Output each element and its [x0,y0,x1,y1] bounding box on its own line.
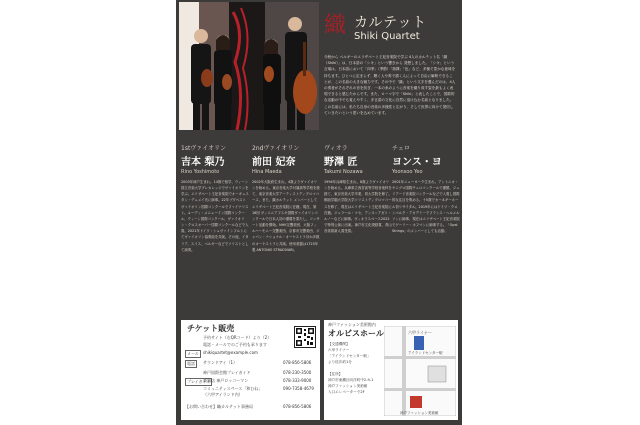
ticket-row-number: 078-856-5806 [283,404,312,409]
venue-line: 入口エレベーターで2F [328,390,365,394]
member-role: 1stヴァイオリン [181,145,227,152]
member-name-en: Yoonsoo Yeo [392,169,423,175]
logo-title-jp: カルテット [354,15,427,31]
member-name-jp: 野澤 匠 [324,157,358,168]
ticket-row-text: 楽器店 神戸ロッコーマン [203,378,249,383]
map-label-liner: 六甲ライナー [408,330,432,335]
ticket-row-text: 【お問い合わせ】織カルテット事務局 [185,404,253,409]
member-bio: 2002年大阪府生まれ。4歳よりヴァイオリンを始める。東京音楽大学付属高等学校を経て、東京音楽大学アーティストディプロマコース、また、織カルテット メンバーとしてエリザベート王妃音楽院に在籍。現在、第16回 ヴィエニアフスキ国際ヴァイオリンコンクールで日本人初の優勝を果たし、コンサート活動を開始。NHK交響楽団、大阪フィルハーモニー交響楽団、京都市交響楽団、ジャパン・ナショナル・オーケストラほか多数のオーケストラと共演。使用楽器は1725年製 ANTONIO STRADIVARI。 [252,180,320,252]
member-viola [324,143,392,327]
venue-marker-icon [410,396,422,408]
member-name-en: Hina Maeda [252,169,282,175]
member-second-violin [252,143,320,327]
member-bio: 2001年ニューヨーク生まれ。アントニオ・ヤニグロ国際チェロコンクールで優勝、ジュリアード音楽院コンクールなどで入賞し国際的な注目を集める。十5歳でカーネギーホール初リサイタル。2019年にはドイツ・クロンベルク・アカデミーでフランス・ヘルメルソンに師事、現在はエリザベート王妃音楽院でゲーリー・ホフマンに師事する。「Opal Strings」のメンバーとしても活動。 [392,180,460,234]
station-marker-icon [414,336,424,350]
venue-line: 「アイランドセンター駅」 [328,354,371,358]
ticket-title: チケット販売 [187,324,235,333]
member-name-en: Rino Yoshimoto [181,169,220,175]
venue-name: オルビスホール [328,329,384,338]
member-name-en: Takumi Nozawa [324,169,363,175]
quartet-introduction: 今秋から ベルギーのエリザベート王妃音楽院で学ぶ 4人のカルテット名「織（Shiki）」は、日本語の「シキ」という響きから 発想しました。「シキ」という言葉は、日本語において「四季」（季節）「指揮」「色」など、多様で豊かな意味を持ちます。ひとつに定まらず、聴く人や奏で描く人によって自由に解釈できることが、この名前の大きな魅力です。その中で「織」という文字を選んだのは、4人の奏者がそれぞれの音を紡ぎ、一本の糸のように音楽を織り成す姿を最もよく表現できると感じたからです。また、ローマ字で「Shiki」と表したことで、国際的な活動の中でも覚えやすく、多言語の文化に自然に溶け込む名前となりました。この名前には、私たち自身の音楽の多様性と広がり、そして世界に向けて発信していきたいという思いを込めています。 [324,55,456,115]
qr-code-icon[interactable] [294,326,316,348]
ticket-row-number: 078-230-3500 [283,370,312,375]
venue-line: 六甲ライナー [328,348,350,352]
ticket-row-number: 078-333-9000 [283,378,312,383]
logo-title-en: Shiki Quartet [354,31,420,42]
venue-line: 神戸ファッション美術館 [328,384,368,388]
member-name-jp: 前田 妃奈 [252,157,296,168]
ticket-row-text: 電話・メールでのご予約も承ります [203,342,267,347]
member-role: 2ndヴァイオリン [252,145,300,152]
ticket-row-text: サウンドアイ（1） [203,360,238,365]
venue-subtitle: 神戸ファッション美術館内 [328,322,376,327]
quartet-logo [324,8,458,48]
ticket-row-text: 予約サイト（右QRコード）より（2） [203,335,272,340]
logo-kanji: 織 [324,13,347,38]
member-bio: 1994年兵庫県生まれ。8歳よりヴァイオリンを始める。兵庫県立西宮高等学校音楽科を経て、東京音楽大学卒業、同大学院を修了。桐朋学園大学院大学ソリストディプロマコースを修了、現在はエリザベート王妃音楽院に在籍。ジェラール・コセ、アンヌ＝アガト・ルノーなどに師事。ヴィオラスペース2022で特別公演に出演。神戸市文化奨励賞、青山音楽賞新人賞受賞。 [324,180,392,234]
ticket-row-number: 090-7358-4679 [283,386,314,391]
ticket-row-text: 神戸国際会館プレイガイド [203,370,251,375]
qr-code-pattern [295,327,315,347]
venue-line: 【住所】 [328,372,343,376]
ticket-label-phone: 電話 [187,361,195,366]
member-name-jp: 吉本 梨乃 [181,157,225,168]
venue-line: 【交通機関】 [328,342,350,346]
member-first-violin [181,143,249,327]
member-role: ヴィオラ [324,145,348,152]
member-bio: 2003年神戸生まれ。14歳で留学、ウィーン国立音楽大学プレカレッジでヴァイオリンを学ぶ。エリザベート王妃音楽院でオーギュスタン・デュメイ氏に師事。22年ブダペストヴァイオリン国際コンクールでファイナリスト。ユーディ・メニューイン国際コンクール、ウィーン国際コンクール、ヴァイオリン・クロスオーバー国際コンクールなどで入賞。2021年ドイツ・シュヴァインフルトにてヴァイオリン協奏曲を共演。その他、イタリア、スイス、ベルギーなどでソリストとして演奏。 [181,180,249,252]
venue-line: 神戸市東灘区向洋町中2-9-1 [328,378,374,382]
member-role: チェロ [392,145,410,152]
quartet-photo [179,2,319,130]
ticket-info-panel [181,320,320,420]
member-cello [392,143,460,327]
map-label-station: アイランドセンター駅 [408,351,443,355]
ticket-row-text: （六甲アイランド内） [203,392,243,397]
member-name-jp: ヨンス・ヨ [392,157,442,168]
ticket-row-number: 078-856-5806 [283,360,312,365]
ticket-row-text: コミュニティスペース「和むね」 [203,386,263,391]
map-label-museum: 神戸ファッション美術館 [400,411,439,415]
ticket-label-playguide: プレイガイド [187,379,211,384]
venue-line: より徒歩約1分 [328,360,352,364]
quartet-photo-illustration [179,2,319,130]
ticket-label-mail: メール [187,351,199,356]
flyer-sheet [176,0,462,425]
ticket-row-text[interactable]: shikiquartet@example.com [203,350,258,355]
venue-map-panel [324,320,458,420]
venue-map[interactable] [384,326,456,416]
